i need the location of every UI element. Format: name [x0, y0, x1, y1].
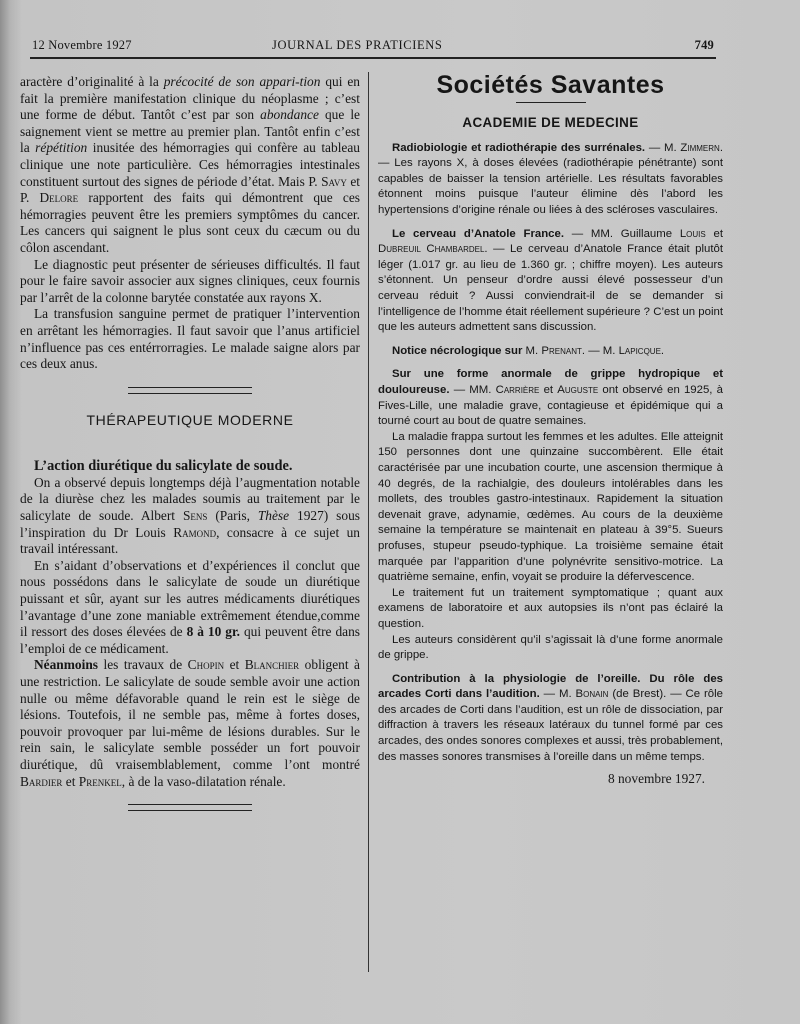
paragraph: Néanmoins les travaux de Chopin et Blanchier obligent à une restriction. Le salicylate de soude semble avoir une action nulle ou même défavorable quand le rein est le siège de lésions. Toutefois, il ne semble pas, même à fortes doses, pouvoir provoquer par lui-même de lésions durables. Sur le rein sain, le salicylate semble posséder un fort pouvoir diurétique, dû vraisemblablement, comme l’ont montré Bardier et Prenkel, à de la vaso-dilatation rénale. — [20, 657, 361, 789]
report-item: Sur une forme anormale de grippe hydropique et douloureuse. — MM. Carrière et Auguste ont observé en 1925, à Fives-Lille, une maladie grave, contagieuse et épidémique qui a tourné court au bout de quatre semaines. — [378, 368, 723, 428]
paragraph: On a observé depuis longtemps déjà l’augmentation notable de la diurèse chez les malades soumis au traitement par le salicylate de soude. Albert Sens (Paris, Thèse 1927) sous l’inspiration du Dr Louis Ramond, consacre à ce sujet un travail intéressant. — [20, 474, 360, 557]
article-title: L’action diurétique du salicylate de soude. — [34, 458, 293, 475]
section-separator — [128, 804, 252, 811]
report-item: Radiobiologie et radiothérapie des surrénales. — M. Zimmern. — Les rayons X, à doses élevées (radiothérapie pénétrante) sont capables de baisser la tension artérielle. Les résultats favorables étonnent moins puisque l’auteur élimine dès l’abord les hypertensions d’origine rénale ou liées à des scléroses vasculaires. — [378, 141, 723, 217]
paragraph: La maladie frappa surtout les femmes et les adultes. Elle atteignit 150 personnes dont une quinzaine succombèrent. Elle était caractérisée par une incubation courte, une ascension thermique à 40 degrés, de la rachialgie, des douleurs intolérables dans les mollets, des troubles gastro-intestinaux. Rapidement la situation devenait grave, adynamie, œdèmes. Au cours de la deuxième semaine la température se maintenait en plateau à 39°5. Sueurs profuses, stupeur pseudo-typhique. La troisième semaine était marquée par l’apparition d’une polynévrite sensitivo-motrice. La quatrième semaine, enfin, voyait se produire la défervescence. — [378, 430, 723, 584]
left-column — [20, 74, 360, 829]
paragraph: Les auteurs considèrent qu’il s’agissait là d’une forme anormale de grippe. — [378, 633, 723, 662]
header-journal-title: JOURNAL DES PRATICIENS — [272, 38, 443, 52]
section-heading: THÉRAPEUTIQUE MODERNE — [86, 411, 294, 428]
report-item: Contribution à la physiologie de l’oreille. Du rôle des arcades Corti dans l’audition. — M. Bonain (de Brest). — Ce rôle des arcades de Corti dans l’audition, est un rôle de dissociation, par diffraction à travers les réseaux latéraux du tunnel formé par ces arcades, des ondes sonores complexes et aussi, très probablement, des masses sonores transmises à l’oreille dans un même temps. — [378, 672, 723, 763]
paragraph: La transfusion sanguine permet de pratiquer l’intervention en arrêtant les hémorragies. Il faut savoir que l’anus artificiel n’influence pas ces entérrorragies. Le malade saigne alors par ces deux anus. — [20, 306, 360, 372]
report-item: Notice nécrologique sur M. Prenant. — M. Lapicque. — [392, 344, 665, 357]
closing-date: 8 novembre 1927. — [607, 771, 705, 787]
section-separator — [128, 387, 252, 394]
section-title: Sociétés Savantes — [436, 71, 665, 99]
page-number: 749 — [694, 38, 714, 52]
header-rule — [30, 57, 716, 59]
right-column — [378, 71, 723, 787]
title-rule — [516, 102, 586, 104]
column-divider — [368, 72, 369, 972]
paragraph: En s’aidant d’observations et d’expériences il conclut que nous possédons dans le salicylate de soude un diurétique puissant et sûr, ayant sur les autres médicaments diurétiques l’avantage d’une zone maniable extrêmement étendue,comme il ressort des doses élevées de 8 à 10 gr. qui peuvent être dans l’emploi de ce médicament. — [20, 557, 360, 656]
paragraph: Le diagnostic peut présenter de sérieuses difficultés. Il faut pour le faire savoir associer aux signes cliniques, ceux fournis par l’arrêt de la colonne barytée constatée aux rayons X. — [20, 256, 360, 305]
paragraph: Le traitement fut un traitement symptomatique ; quant aux examens de laboratoire et aux autopsies ils n’ont pas éclairé la question. — [378, 586, 723, 630]
header-date: 12 Novembre 1927 — [32, 38, 132, 52]
report-item: Le cerveau d’Anatole France. — MM. Guillaume Louis et Dubreuil Chambardel. — Le cerveau d’Anatole France était plutôt léger (1.017 gr. au lieu de 1.360 gr. ; chiffre moyen). Les auteurs s’étonnent. Un penseur d’ordre aussi élevé possesseur d’un cerveau réduit ? Aussi conviendrait-il de se demander si l’intelligence de l’homme était réellement supérieure ? C’est un point que les auteurs admettent sans discussion. — [378, 227, 723, 334]
academy-heading: ACADEMIE DE MEDECINE — [462, 115, 639, 131]
running-header — [32, 38, 714, 56]
paragraph: aractère d’originalité à la précocité de son appari-tion qui en fait la première manifestation clinique du néoplasme ; c’est une forme de début. Tantôt c’est par son abondance que le saignement vient se mettre au premier plan. Tantôt enfin c’est la répétition inusitée des hémorragies qui confère au tableau clinique une note particulière. Ces hémorragies intestinales constituent surtout des signes de période d’état. Mais P. Savy et P. Delore rapportent des faits qui démontrent que ces hémorragies peuvent être les premiers symptômes du cancer. Les cancers qui saignent le plus sont ceux du cæcum ou du côlon ascendant. — [20, 74, 361, 255]
